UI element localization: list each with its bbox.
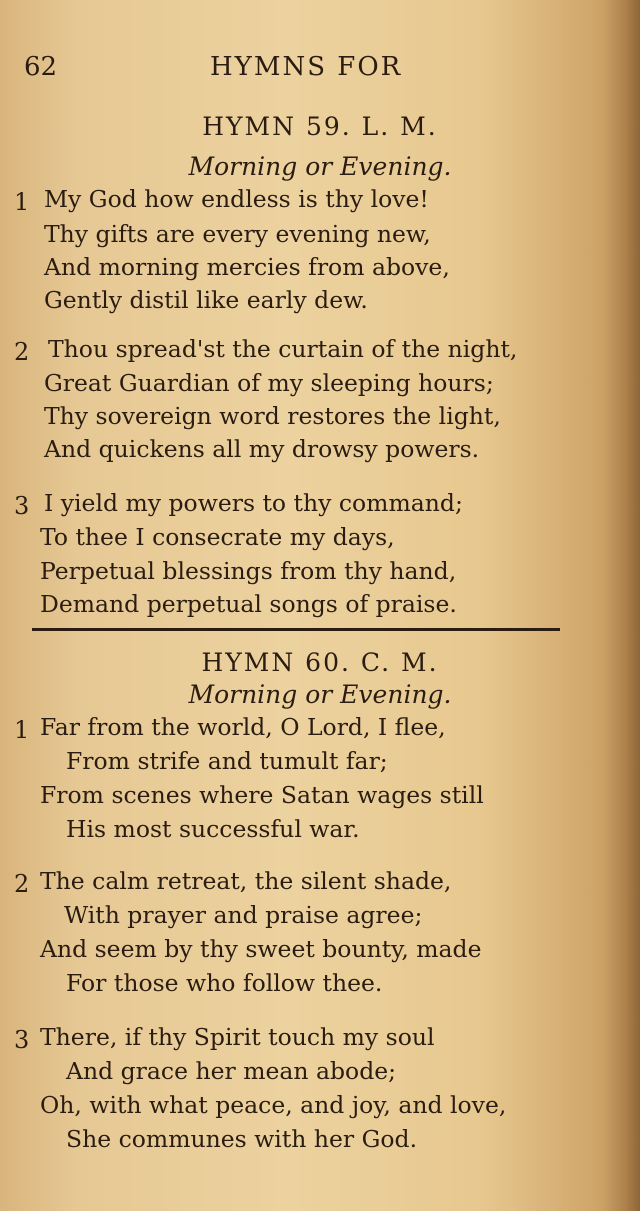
verse-line: With prayer and praise agree;	[64, 901, 423, 929]
verse-line: I yield my powers to thy command;	[44, 489, 463, 517]
verse-line: And morning mercies from above,	[44, 253, 450, 281]
verse-line: My God how endless is thy love!	[44, 185, 429, 213]
verse-line: From scenes where Satan wages still	[40, 781, 484, 809]
hymn-59-heading: HYMN 59. L. M.	[202, 112, 438, 141]
verse-line: For those who follow thee.	[66, 969, 383, 997]
verse-number: 3	[14, 1026, 30, 1054]
verse-line: Far from the world, O Lord, I flee,	[40, 713, 446, 741]
verse-line: Great Guardian of my sleeping hours;	[44, 369, 494, 397]
verse-line: His most successful war.	[66, 815, 360, 843]
hymn-60-subtitle: Morning or Evening.	[188, 680, 452, 709]
running-title: HYMNS FOR	[210, 52, 403, 82]
verse-line: From strife and tumult far;	[66, 747, 388, 775]
verse-line: Oh, with what peace, and joy, and love,	[40, 1091, 507, 1119]
verse-line: And quickens all my drowsy powers.	[44, 435, 480, 463]
page-gutter-shadow	[604, 0, 640, 1211]
verse-line: Thy sovereign word restores the light,	[44, 402, 501, 430]
page-number: 62	[24, 52, 58, 82]
verse-number: 2	[14, 870, 30, 898]
verse-line: Demand perpetual songs of praise.	[40, 590, 457, 618]
verse-line: Thy gifts are every evening new,	[44, 220, 431, 248]
hymn-59-subtitle: Morning or Evening.	[188, 152, 452, 181]
verse-line: And seem by thy sweet bounty, made	[40, 935, 482, 963]
verse-line: To thee I consecrate my days,	[40, 523, 395, 551]
hymn-60-heading: HYMN 60. C. M.	[201, 648, 439, 677]
verse-line: And grace her mean abode;	[66, 1057, 397, 1085]
verse-line: Thou spread'st the curtain of the night,	[48, 335, 518, 363]
section-divider	[32, 628, 560, 631]
verse-line: Perpetual blessings from thy hand,	[40, 557, 457, 585]
verse-number: 1	[14, 716, 30, 744]
verse-number: 2	[14, 338, 30, 366]
verse-line: She communes with her God.	[66, 1125, 418, 1153]
verse-line: The calm retreat, the silent shade,	[40, 867, 452, 895]
verse-line: Gently distil like early dew.	[44, 286, 368, 314]
verse-number: 1	[14, 188, 30, 216]
verse-number: 3	[14, 492, 30, 520]
verse-line: There, if thy Spirit touch my soul	[40, 1023, 435, 1051]
running-head	[0, 52, 640, 88]
